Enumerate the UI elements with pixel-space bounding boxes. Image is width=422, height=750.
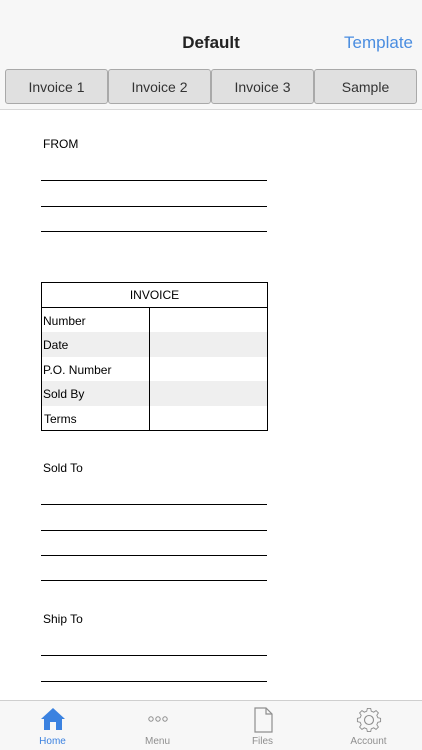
row-label-number: Number [43,314,86,328]
template-tabs [0,64,422,110]
page-title: Default [182,33,240,52]
tab-files[interactable] [210,701,315,750]
invoice-preview [0,110,422,700]
gear-icon [355,706,383,734]
ship-to-line [41,681,267,682]
from-label: FROM [43,137,79,151]
ship-to-label: Ship To [43,612,83,626]
tab-invoice-2[interactable]: Invoice 2 [108,69,211,104]
row-label-po-number: P.O. Number [43,362,112,377]
navigation-bar [0,0,422,64]
table-row [42,308,267,332]
tab-invoice-1[interactable]: Invoice 1 [5,69,108,104]
row-label-sold-by: Sold By [43,387,85,402]
ship-to-line [41,655,267,656]
tab-account[interactable] [316,701,421,750]
tab-menu[interactable] [105,701,210,750]
tab-invoice-3[interactable]: Invoice 3 [211,69,314,104]
table-row [42,357,267,381]
more-dots-icon [145,706,171,732]
from-line [41,180,267,181]
tab-home[interactable] [0,701,105,750]
row-label-terms: Terms [44,411,77,426]
invoice-details-table [41,282,268,431]
table-row [42,332,267,356]
sold-to-line [41,555,267,556]
tab-account-label: Account [350,736,387,747]
column-divider [149,308,150,431]
bottom-tab-bar [0,700,422,750]
home-icon [40,706,66,732]
tab-files-label: Files [251,736,274,747]
table-row [42,381,267,405]
tab-sample[interactable]: Sample [314,69,417,104]
sold-to-line [41,530,267,531]
invoice-title: INVOICE [42,283,267,308]
from-line [41,206,267,207]
sold-to-line [41,504,267,505]
sold-to-line [41,580,267,581]
table-row [42,406,267,430]
tab-home-label: Home [39,736,66,747]
sold-to-label: Sold To [43,461,83,475]
tab-menu-label: Menu [144,736,170,747]
file-icon [250,706,276,734]
template-button[interactable]: Template [344,33,413,52]
row-label-date: Date [43,338,69,353]
from-line [41,231,267,232]
